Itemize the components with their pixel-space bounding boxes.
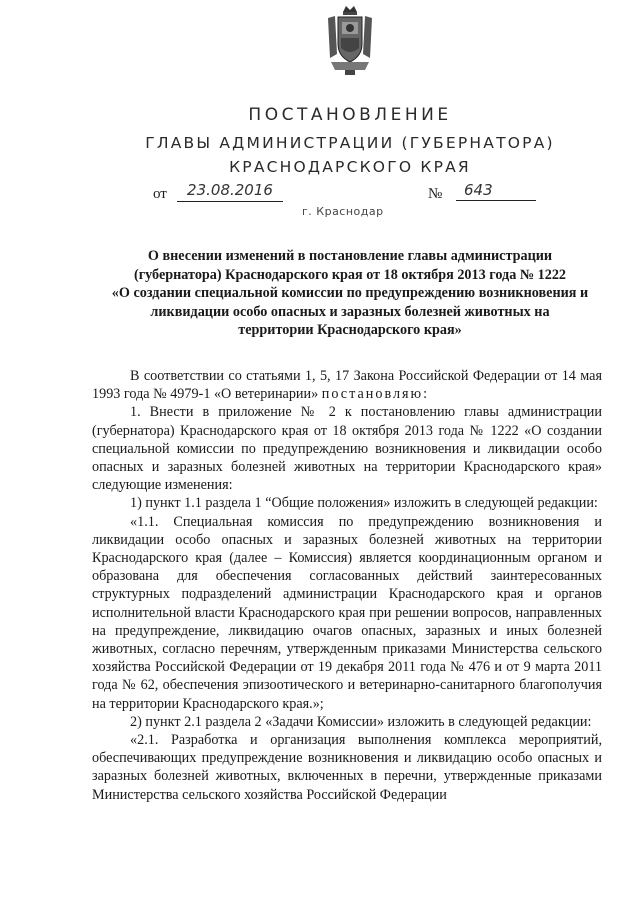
- item-1-paragraph: 1. Внести в приложение № 2 к постановлению главы администрации (губернатора) Краснодарского края от 18 октября 2013 года № 1222 «О создании специальной комиссии по предупреждению возникновения и ликвидации особо опасных и заразных болезней животных на территории Краснодарского края» следующие изменения:: [92, 404, 602, 494]
- document-type-heading: ПОСТАНОВЛЕНИЕ: [248, 105, 452, 125]
- resolve-word: постановляю:: [321, 386, 430, 403]
- issuer-heading: ГЛАВЫ АДМИНИСТРАЦИИ (ГУБЕРНАТОРА): [145, 134, 555, 152]
- subitem-1-paragraph: 1) пункт 1.1 раздела 1 “Общие положения» изложить в следующей редакции:: [130, 495, 598, 512]
- date-number-line: [153, 181, 543, 207]
- number-label: №: [428, 186, 443, 202]
- document-body: [92, 367, 602, 804]
- clause-1-1-paragraph: «1.1. Специальная комиссия по предупреждению возникновения и ликвидации особо опасных и заразных болезней животных на территории Краснодарского края (далее – Комиссия) является координационным органом и образована для обеспечения согласованных действий заинтересованных структурных подразделений администрации Краснодарского края и органов исполнительной власти Краснодарского края при решении вопросов, направленных на предупреждение, ликвидацию очагов опасных, заразных и иных болезней животных, согласно перечням, утвержденным приказами Министерства сельского хозяйства Российской Федерации от 19 декабря 2011 года № 476 и от 9 марта 2011 года № 62, обеспечения эпизоотического и ветеринарно-санитарного благополучия на территории Краснодарского края.»;: [92, 513, 602, 712]
- subitem-2-paragraph: 2) пункт 2.1 раздела 2 «Задачи Комиссии» изложить в следующей редакции:: [130, 713, 592, 730]
- region-heading: КРАСНОДАРСКОГО КРАЯ: [229, 158, 471, 176]
- title-line: (губернатора) Краснодарского края от 18 октября 2013 года № 1222: [133, 266, 567, 283]
- preamble-paragraph: [92, 367, 602, 403]
- title-line: территории Краснодарского края»: [238, 322, 462, 338]
- document-number: 643: [456, 181, 536, 201]
- document-date: 23.08.2016: [177, 181, 283, 202]
- title-line: ликвидации особо опасных и заразных болезней животных на: [150, 303, 550, 320]
- document-title: [0, 247, 640, 340]
- date-label: от: [153, 186, 167, 202]
- title-line: «О создании специальной комиссии по предупреждению возникновения и: [111, 285, 589, 301]
- preamble-text: В соответствии со статьями 1, 5, 17 Закона Российской Федерации от 14 мая 1993 года № 4979-1 «О ветеринарии»: [92, 368, 602, 403]
- coat-of-arms-emblem: [325, 4, 375, 76]
- title-line: О внесении изменений в постановление главы администрации: [147, 248, 553, 264]
- clause-2-1-paragraph: «2.1. Разработка и организация выполнения комплекса мероприятий, обеспечивающих предупреждение возникновения и ликвидацию особо опасных и заразных болезней животных, включенных в перечни, утвержденные приказами Министерства сельского хозяйства Российской Федерации: [92, 732, 602, 803]
- city-label: г. Краснодар: [302, 205, 384, 218]
